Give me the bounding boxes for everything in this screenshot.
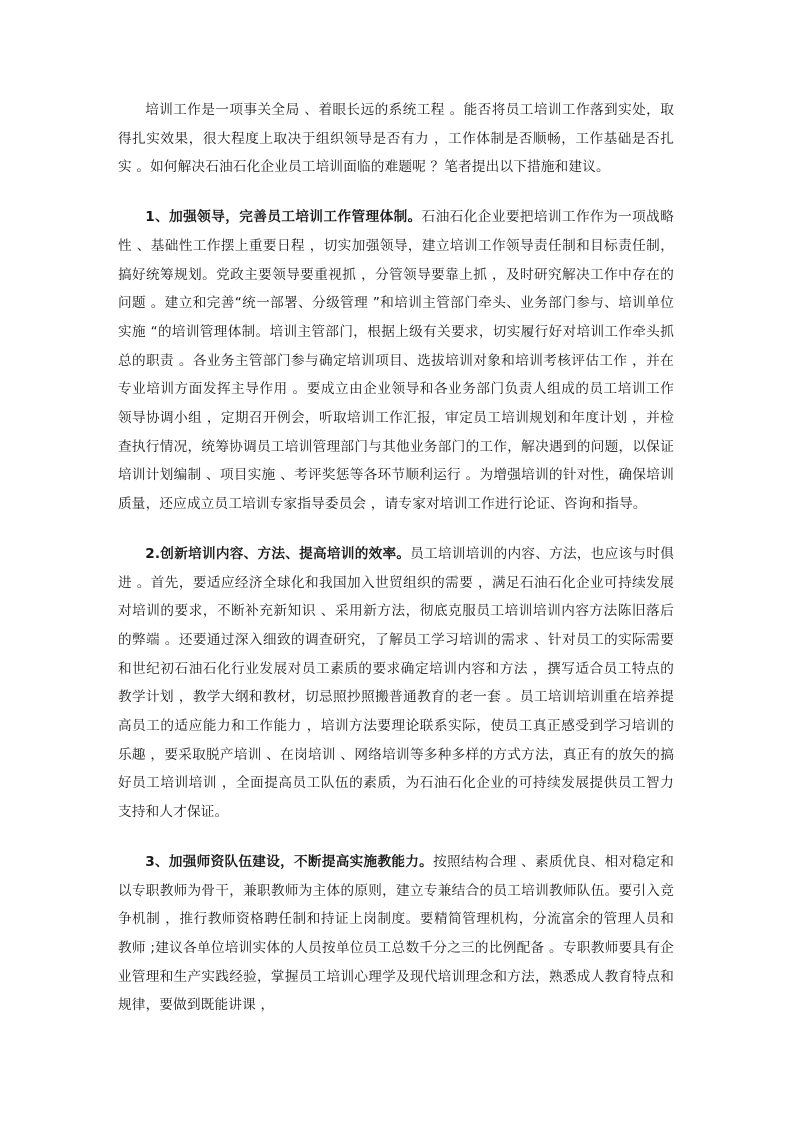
paragraph-heading: 3、加强师资队伍建设，不断提高实施教能力。 xyxy=(145,853,434,870)
paragraph-text: 培训工作是一项事关全局 、着眼长远的系统工程 。能否将员工培训工作落到实处，取得扎实效果，很大程度上取决于组织领导是否有力 ，工作体制是否顺畅，工作基础是否扎实 。如何解决石油石化企业员工培训面临的难题呢 ？笔者提出以下措施和建议。 xyxy=(118,102,674,176)
paragraph-teachers xyxy=(118,848,674,1020)
paragraph-text: 员工培训培训的内容、方法，也应该与时俱进 。首先，要适应经济全球化和我国加入世贸组织的需要 ，满足石油石化企业可持续发展对培训的要求，不断补充新知识 、采用新方法，彻底克服员工培训培训内容方法陈旧落后的弊端 。还要通过深入细致的调查研究，了解员工学习培训的需求 、针对员工的实际需要和世纪初石油石化行业发展对员工素质的要求确定培训内容和方法 ，撰写适合员工特点的教学计划 ，教学大纲和教材，切忌照抄照搬普通教育的老一套 。员工培训培训重在培养提高员工的适应能力和工作能力 ，培训方法要理论联系实际，使员工真正感受到学习培训的乐趣 ，要采取脱产培训 、在岗培训 、网络培训等多种多样的方式方法，真正有的放矢的搞好员工培训培训 ，全面提高员工队伍的素质，为石油石化企业的可持续发展提供员工智力支持和人才保证。 xyxy=(118,545,674,821)
paragraph-innovation xyxy=(118,540,674,827)
paragraph-leadership xyxy=(118,203,674,519)
paragraph-heading: 2.创新培训内容、方法、提高培训的效率。 xyxy=(145,545,411,562)
document-body xyxy=(118,96,674,1020)
paragraph-text: 石油石化企业要把培训工作作为一项战略性 、基础性工作摆上重要日程 ，切实加强领导，建立培训工作领导责任制和目标责任制，搞好统筹规划。党政主要领导要重视抓 ，分管领导要靠上抓 ，及时研究解决工作中存在的问题 。建立和完善“统一部署、分级管理 ”和培训主管部门牵头、业务部门参与、培训单位实施 “的培训管理体制。培训主管部门，根据上级有关要求，切实履行好对培训工作牵头抓总的职责 。各业务主管部门参与确定培训项目、选拔培训对象和培训考核评估工作 ，并在专业培训方面发挥主导作用 。要成立由企业领导和各业务部门负责人组成的员工培训工作领导协调小组 ，定期召开例会，听取培训工作汇报，审定员工培训规划和年度计划 ，并检查执行情况，统筹协调员工培训管理部门与其他业务部门的工作，解决遇到的问题，以保证培训计划编制 、项目实施 、考评奖惩等各环节顺利运行 。为增强培训的针对性，确保培训质量，还应成立员工培训专家指导委员会 ，请专家对培训工作进行论证、咨询和指导。 xyxy=(118,209,674,513)
paragraph-text: 按照结构合理 、素质优良、相对稳定和以专职教师为骨干，兼职教师为主体的原则，建立专兼结合的员工培训教师队伍。要引入竞争机制 ，推行教师资格聘任制和持证上岗制度。要精简管理机构，分流富余的管理人员和教师 ;建议各单位培训实体的人员按单位员工总数千分之三的比例配备 。专职教师要具有企业管理和生产实践经验，掌握员工培训心理学及现代培训理念和方法，熟悉成人教育特点和规律，要做到既能讲课 ， xyxy=(118,853,674,1014)
paragraph-intro xyxy=(118,96,674,182)
paragraph-heading: 1、加强领导，完善员工培训工作管理体制。 xyxy=(145,209,422,226)
